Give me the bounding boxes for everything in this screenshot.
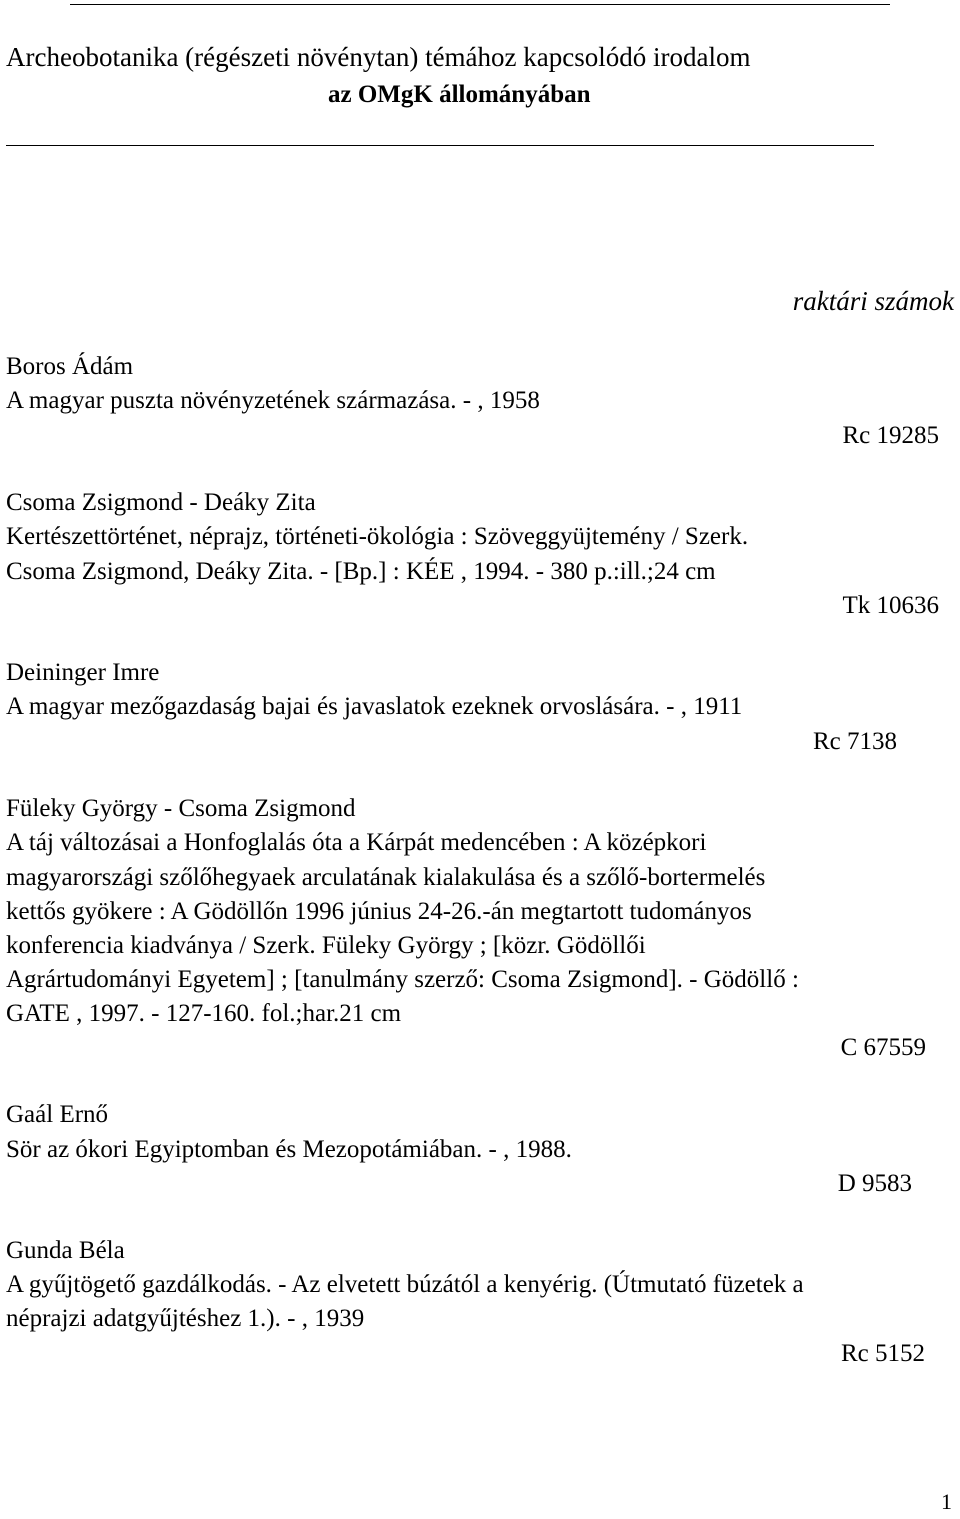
entry-author: Deininger Imre (6, 659, 160, 686)
entry-description: Agrártudományi Egyetem] ; [tanulmány szerző: Csoma Zsigmond]. - Gödöllő : (6, 966, 799, 993)
entry-shelfmark: Rc 19285 (842, 422, 939, 449)
entry-shelfmark: C 67559 (840, 1034, 926, 1061)
entry-description: A gyűjtögető gazdálkodás. - Az elvetett búzától a kenyérig. (Útmutató füzetek a (6, 1271, 804, 1298)
entry-description: Sör az ókori Egyiptomban és Mezopotámiában. - , 1988. (6, 1136, 572, 1163)
entry-description: kettős gyökere : A Gödöllőn 1996 június 24-26.-án megtartott tudományos (6, 898, 752, 925)
entry-description: GATE , 1997. - 127-160. fol.;har.21 cm (6, 1000, 402, 1027)
document-subtitle: az OMgK állományában (328, 81, 591, 108)
entry-shelfmark: D 9583 (837, 1170, 912, 1197)
entry-author: Gunda Béla (6, 1237, 125, 1264)
title-underline-rule (6, 145, 874, 146)
document-title: Archeobotanika (régészeti növénytan) témához kapcsolódó irodalom (6, 42, 751, 72)
entry-author: Füleky György - Csoma Zsigmond (6, 795, 356, 822)
page-number: 1 (941, 1489, 952, 1514)
entry-description: magyarországi szőlőhegyaek arculatának kialakulása és a szőlő-bortermelés (6, 864, 766, 891)
entry-shelfmark: Rc 5152 (840, 1340, 925, 1367)
entry-shelfmark: Tk 10636 (842, 592, 939, 619)
entry-description: A táj változásai a Honfoglalás óta a Kárpát medencében : A középkori (6, 829, 707, 856)
entry-description: Kertészettörténet, néprajz, történeti-ökológia : Szöveggyüjtemény / Szerk. (6, 523, 749, 550)
entry-description: A magyar puszta növényzetének származása. - , 1958 (6, 387, 540, 414)
shelfmark-column-header: raktári számok (792, 286, 954, 316)
entry-description: Csoma Zsigmond, Deáky Zita. - [Bp.] : KÉE , 1994. - 380 p.:ill.;24 cm (6, 558, 716, 585)
entry-description: A magyar mezőgazdaság bajai és javaslatok ezeknek orvoslására. - , 1911 (6, 693, 743, 720)
entry-description: néprajzi adatgyűjtéshez 1.). - , 1939 (6, 1305, 365, 1332)
entry-author: Csoma Zsigmond - Deáky Zita (6, 489, 316, 516)
entry-description: konferencia kiadványa / Szerk. Füleky György ; [közr. Gödöllői (6, 932, 646, 959)
top-rule (70, 4, 890, 5)
entry-author: Gaál Ernő (6, 1101, 109, 1128)
entry-shelfmark: Rc 7138 (812, 728, 897, 755)
entry-author: Boros Ádám (6, 353, 134, 380)
